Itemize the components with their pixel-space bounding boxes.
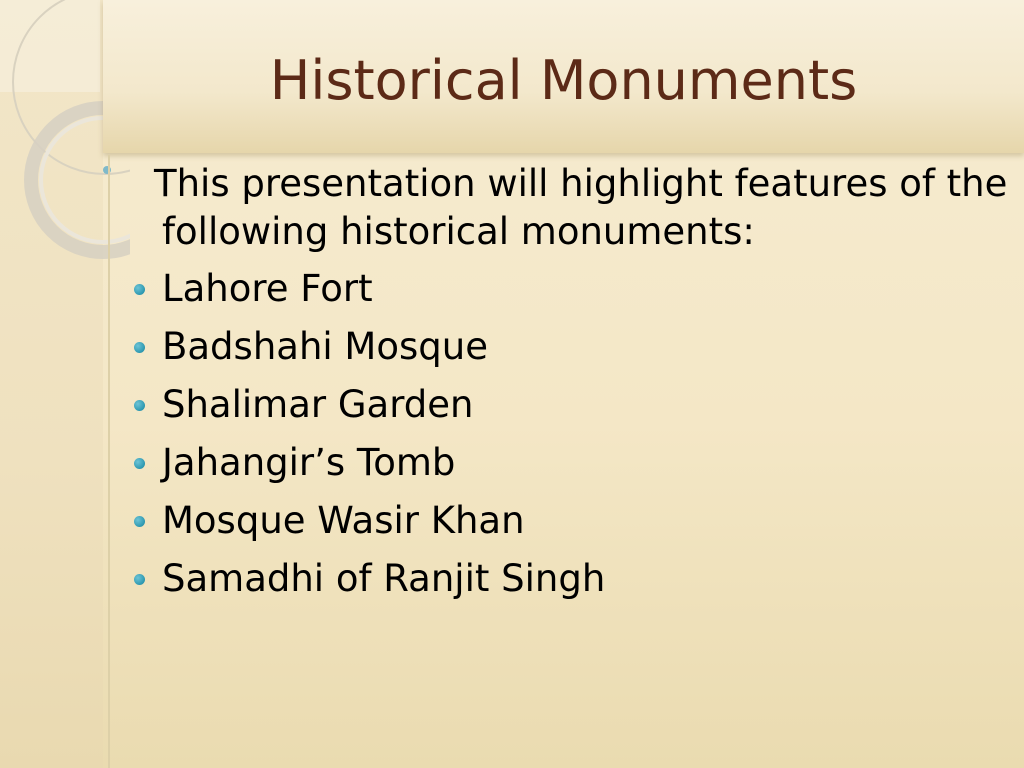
intro-text: This presentation will highlight features of the following historical monuments: xyxy=(154,162,1008,253)
monument-list xyxy=(130,260,1010,608)
list-item-label: Badshahi Mosque xyxy=(162,325,488,368)
list-item xyxy=(130,550,1010,608)
bullet-icon xyxy=(134,400,145,411)
slide-title: Historical Monuments xyxy=(269,49,858,112)
list-item-label: Mosque Wasir Khan xyxy=(162,499,525,542)
list-item-label: Shalimar Garden xyxy=(162,383,474,426)
list-item xyxy=(130,318,1010,376)
list-item xyxy=(130,492,1010,550)
bullet-icon xyxy=(134,342,145,353)
bullet-icon xyxy=(134,284,145,295)
list-item-label: Jahangir’s Tomb xyxy=(162,441,456,484)
list-item-label: Lahore Fort xyxy=(162,267,373,310)
bullet-icon xyxy=(134,458,145,469)
list-item xyxy=(130,376,1010,434)
list-item xyxy=(130,260,1010,318)
bullet-icon xyxy=(134,574,145,585)
list-item xyxy=(130,434,1010,492)
vertical-divider xyxy=(108,155,110,768)
slide-body xyxy=(130,160,1010,608)
bullet-icon xyxy=(134,516,145,527)
list-item-label: Samadhi of Ranjit Singh xyxy=(162,557,606,600)
